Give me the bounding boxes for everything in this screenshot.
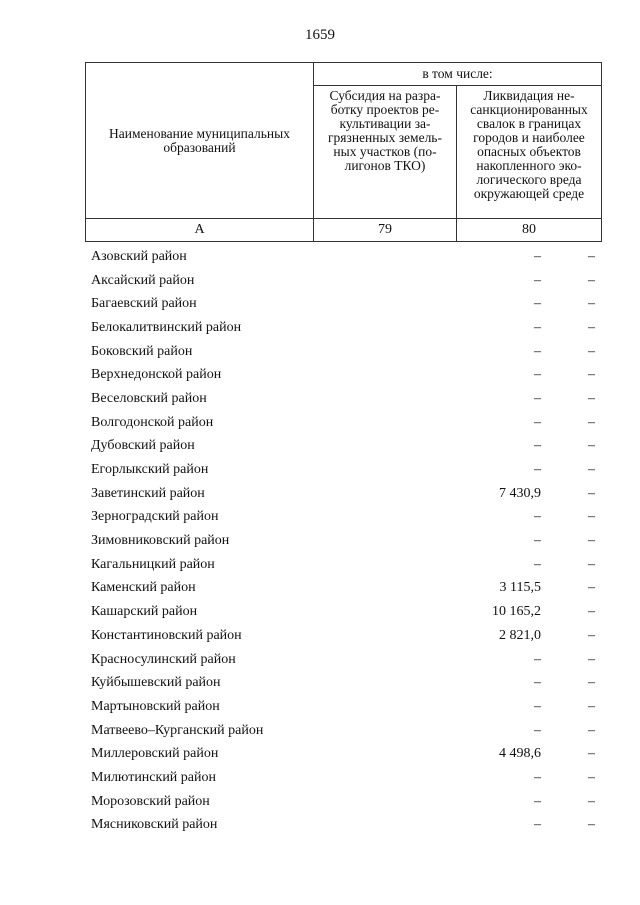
row-value-80: – <box>588 746 595 762</box>
header-including-group: в том числе: <box>314 63 602 86</box>
row-value-80: – <box>588 627 595 643</box>
header-key-a: А <box>86 219 314 242</box>
row-value-80: – <box>588 343 595 359</box>
table-row <box>85 790 601 814</box>
table-row <box>85 245 601 269</box>
row-value-80: – <box>588 533 595 549</box>
row-name: Милютинский район <box>91 769 217 785</box>
table-row <box>85 766 601 790</box>
row-value-80: – <box>588 390 595 406</box>
row-value-79: – <box>534 272 541 288</box>
row-name: Миллеровский район <box>91 746 219 762</box>
row-name: Заветинский район <box>91 485 205 501</box>
row-value-79: – <box>534 769 541 785</box>
row-value-80: – <box>588 248 595 264</box>
row-value-80: – <box>588 319 595 335</box>
table-row <box>85 387 601 411</box>
header-column-80: Ликвидация не- санкционированных свалок в границах городов и наиболее опасных объектов накопленного эко- логического вреда окружающей среде <box>457 86 602 219</box>
row-value-79: – <box>534 438 541 454</box>
table-row <box>85 340 601 364</box>
row-value-80: – <box>588 675 595 691</box>
row-value-79: – <box>534 390 541 406</box>
row-value-80: – <box>588 438 595 454</box>
row-value-79: – <box>534 296 541 312</box>
table-row <box>85 600 601 624</box>
table-row <box>85 292 601 316</box>
header-column-79: Субсидия на разра- ботку проектов ре- культивации за- грязненных земель- ных участков (по- лигонов ТКО) <box>314 86 457 219</box>
row-value-79: – <box>534 509 541 525</box>
row-value-79: – <box>534 367 541 383</box>
table-row <box>85 719 601 743</box>
row-value-80: – <box>588 651 595 667</box>
row-value-80: – <box>588 485 595 501</box>
row-value-80: – <box>588 556 595 572</box>
row-value-79: 3 115,5 <box>499 580 541 596</box>
table-row <box>85 742 601 766</box>
row-name: Боковский район <box>91 343 193 359</box>
table-row <box>85 529 601 553</box>
header-municipality-name: Наименование муниципальных образований <box>86 63 314 219</box>
row-value-79: – <box>534 722 541 738</box>
row-value-79: – <box>534 675 541 691</box>
row-name: Кагальницкий район <box>91 556 215 572</box>
table-row <box>85 363 601 387</box>
table-row <box>85 269 601 293</box>
row-value-80: – <box>588 580 595 596</box>
row-name: Волгодонской район <box>91 414 214 430</box>
row-value-79: 4 498,6 <box>499 746 541 762</box>
row-name: Белокалитвинский район <box>91 319 242 335</box>
row-value-79: – <box>534 651 541 667</box>
row-name: Морозовский район <box>91 793 210 809</box>
table-row <box>85 577 601 601</box>
row-name: Багаевский район <box>91 296 197 312</box>
row-value-80: – <box>588 272 595 288</box>
row-value-79: – <box>534 319 541 335</box>
row-name: Зимовниковский район <box>91 533 230 549</box>
table-row <box>85 435 601 459</box>
row-name: Верхнедонской район <box>91 367 222 383</box>
row-name: Константиновский район <box>91 627 242 643</box>
row-value-80: – <box>588 769 595 785</box>
row-value-79: – <box>534 343 541 359</box>
row-value-79: – <box>534 414 541 430</box>
row-value-80: – <box>588 722 595 738</box>
table-row <box>85 411 601 435</box>
table-row <box>85 458 601 482</box>
table-row <box>85 553 601 577</box>
row-value-79: – <box>534 698 541 714</box>
row-value-79: – <box>534 248 541 264</box>
row-value-80: – <box>588 817 595 833</box>
table-row <box>85 506 601 530</box>
row-name: Красносулинский район <box>91 651 236 667</box>
row-value-79: – <box>534 817 541 833</box>
row-value-80: – <box>588 698 595 714</box>
table-row <box>85 695 601 719</box>
table-row <box>85 624 601 648</box>
row-name: Веселовский район <box>91 390 207 406</box>
row-name: Аксайский район <box>91 272 195 288</box>
row-name: Дубовский район <box>91 438 195 454</box>
row-value-79: 7 430,9 <box>499 485 541 501</box>
table-header <box>85 62 602 242</box>
row-value-80: – <box>588 296 595 312</box>
page-number: 1659 <box>305 27 335 43</box>
table-row <box>85 316 601 340</box>
row-name: Мясниковский район <box>91 817 218 833</box>
row-value-80: – <box>588 414 595 430</box>
row-name: Егорлыкский район <box>91 462 209 478</box>
header-key-80: 80 <box>457 219 602 242</box>
row-value-80: – <box>588 367 595 383</box>
row-value-79: 2 821,0 <box>499 627 541 643</box>
row-name: Куйбышевский район <box>91 675 221 691</box>
table-row <box>85 648 601 672</box>
table-row <box>85 671 601 695</box>
row-name: Кашарский район <box>91 604 198 620</box>
row-name: Матвеево–Курганский район <box>91 722 264 738</box>
table-row <box>85 814 601 838</box>
row-value-80: – <box>588 462 595 478</box>
row-value-80: – <box>588 509 595 525</box>
row-value-79: – <box>534 556 541 572</box>
row-name: Азовский район <box>91 248 187 264</box>
table-row <box>85 482 601 506</box>
row-value-80: – <box>588 793 595 809</box>
row-value-79: 10 165,2 <box>492 604 541 620</box>
row-value-79: – <box>534 462 541 478</box>
row-value-79: – <box>534 793 541 809</box>
row-value-79: – <box>534 533 541 549</box>
row-name: Мартыновский район <box>91 698 220 714</box>
header-key-79: 79 <box>314 219 457 242</box>
table-body <box>85 245 601 837</box>
row-value-80: – <box>588 604 595 620</box>
row-name: Каменский район <box>91 580 196 596</box>
row-name: Зерноградский район <box>91 509 219 525</box>
